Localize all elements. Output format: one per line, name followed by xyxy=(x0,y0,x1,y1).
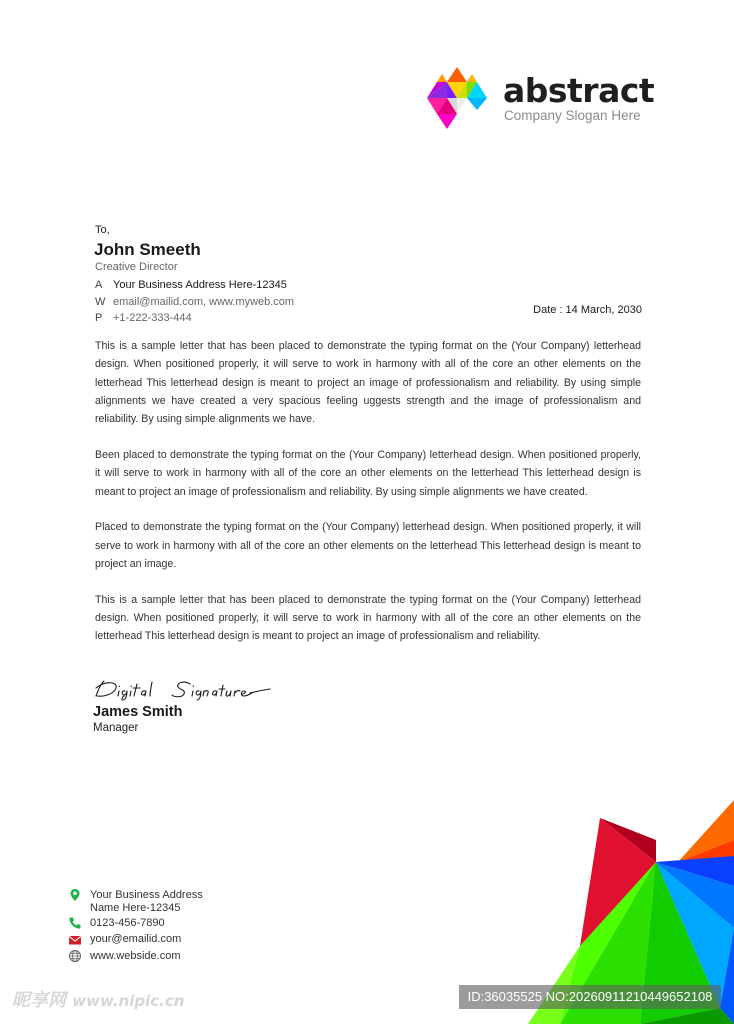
footer-phone: 0123-456-7890 xyxy=(90,917,165,929)
letter-body xyxy=(95,337,641,663)
body-paragraph: Placed to demonstrate the typing format on the (Your Company) letterhead design. When positioned properly, it will serve to work in harmony with all of the core an other elements on the letterhead This letterhead design is meant to project an image. xyxy=(95,521,641,570)
footer-address-line2: Name Here-12345 xyxy=(90,902,181,914)
envelope-icon xyxy=(68,933,82,947)
location-pin-icon xyxy=(68,888,82,902)
recipient-phone-row xyxy=(95,312,192,324)
globe-icon xyxy=(68,949,82,963)
recipient-address: Your Business Address Here-12345 xyxy=(113,279,287,291)
handwritten-signature-icon xyxy=(92,676,272,704)
footer-email: your@emailid.com xyxy=(90,933,182,945)
footer-website: www.webside.com xyxy=(90,950,181,962)
recipient-name: John Smeeth xyxy=(94,240,201,259)
watermark-left xyxy=(12,986,184,1012)
watermark-url: www.nipic.cn xyxy=(72,992,185,1010)
recipient-web-row xyxy=(95,296,294,308)
watermark-brand: 昵享网 xyxy=(12,990,66,1011)
body-paragraph: This is a sample letter that has been placed to demonstrate the typing format on the (Your Company) letterhead design. When positioned properly, it will serve to work in harmony with all of the core an other elements on the letterhead This letterhead design is meant to project an image of professionalism and reliability. By using simple alignments we have created a very spacious feeling uggests strength and the image of professionalism and reliability. By using simple alignments we have. xyxy=(95,340,641,426)
signer-title: Manager xyxy=(93,722,139,734)
phone-key: P xyxy=(95,312,103,324)
body-paragraph: This is a sample letter that has been placed to demonstrate the typing format on the (Your Company) letterhead design. When positioned properly, it will serve to work in harmony with all of the core an other elements on the letterhead This letterhead design is meant to project an image of professionalism and reliability. xyxy=(95,593,641,643)
recipient-title: Creative Director xyxy=(95,261,178,273)
to-label: To, xyxy=(95,224,110,236)
address-key: A xyxy=(95,279,103,291)
footer-address-line1: Your Business Address xyxy=(90,889,203,901)
recipient-web: email@mailid.com, www.myweb.com xyxy=(113,296,295,308)
watermark-id: ID:36035525 NO:20260911210449652108 xyxy=(459,985,721,1009)
letter-date: Date : 14 March, 2030 xyxy=(533,304,642,316)
logo-mark-icon xyxy=(426,66,488,130)
company-slogan: Company Slogan Here xyxy=(504,108,641,123)
web-key: W xyxy=(95,296,106,308)
signer-name: James Smith xyxy=(93,704,183,720)
recipient-address-row xyxy=(95,279,287,291)
recipient-phone: +1-222-333-444 xyxy=(113,312,192,324)
phone-icon xyxy=(68,916,82,930)
body-paragraph: Been placed to demonstrate the typing format on the (Your Company) letterhead design. When positioned properly, it will serve to work in harmony with all of the core an other elements on the letterhead This letterhead design is meant to project an image of professionalism and reliability. By using simple alignments we have created. xyxy=(95,448,641,498)
brand-name: abstract xyxy=(503,71,655,110)
